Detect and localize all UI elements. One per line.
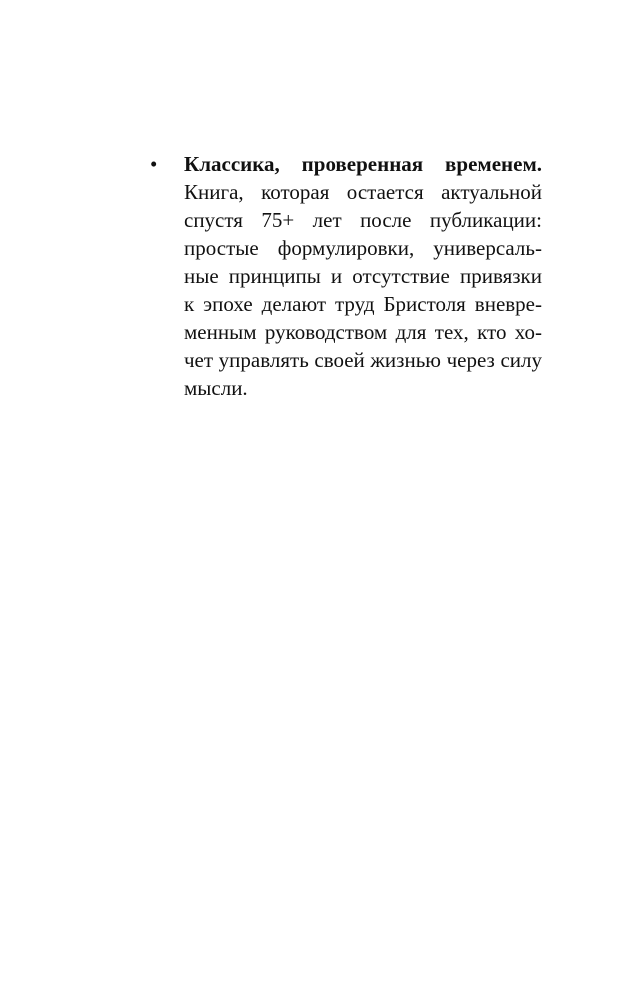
paragraph-line: менным руководством для тех, кто хо-	[184, 320, 542, 344]
bullet-paragraph	[184, 150, 542, 402]
paragraph-line: мысли.	[184, 376, 248, 400]
paragraph-line: спустя 75+ лет после публикации:	[184, 208, 542, 232]
paragraph-line: простые формулировки, универсаль-	[184, 236, 542, 260]
paragraph-line: к эпохе делают труд Бристоля вневре-	[184, 292, 542, 316]
bullet-heading: Классика, проверенная временем.	[184, 152, 542, 176]
paragraph-line: Книга, которая остается актуальной	[184, 180, 542, 204]
paragraph-line: ные принципы и отсутствие привязки	[184, 264, 542, 288]
bullet-marker: •	[150, 152, 158, 176]
paragraph-line: чет управлять своей жизнью через силу	[184, 348, 542, 372]
